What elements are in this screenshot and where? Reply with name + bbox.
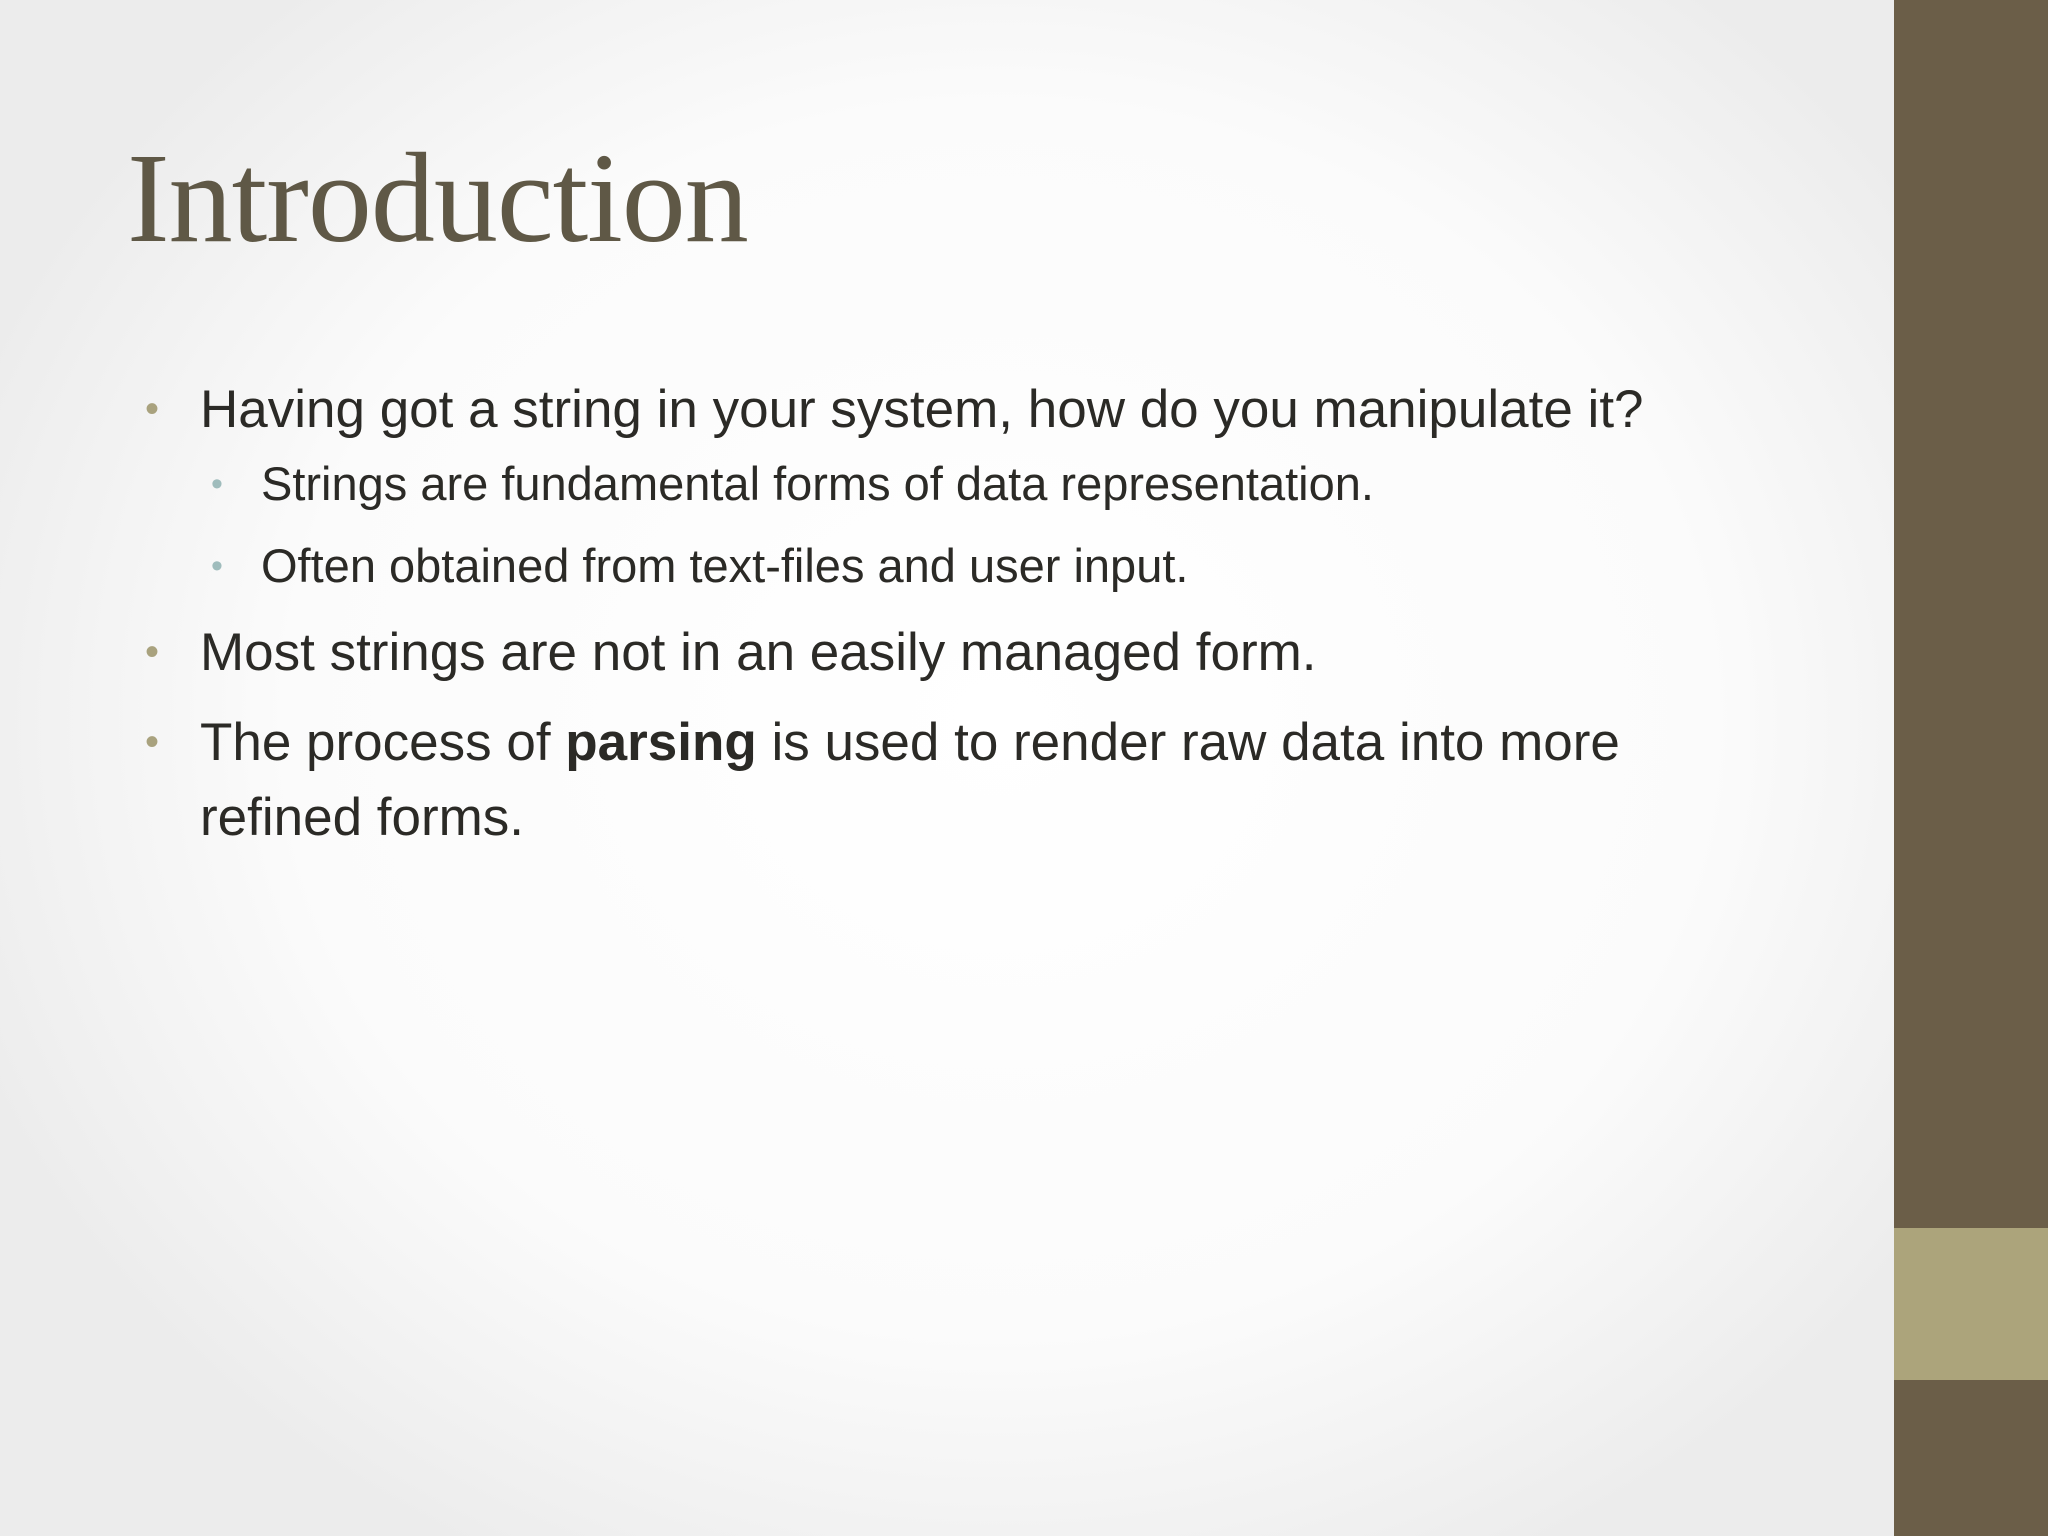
sub-bullet-item	[211, 533, 1785, 599]
bullet-list	[145, 372, 1785, 870]
bullet-item	[145, 615, 1785, 690]
bullet-text	[200, 713, 1620, 847]
side-bar-accent	[1894, 1228, 2048, 1380]
sub-bullet-marker: •	[211, 465, 223, 503]
sub-bullet-marker: •	[211, 547, 223, 585]
bullet-text-bold: parsing	[565, 713, 757, 772]
bullet-text: Having got a string in your system, how do you manipulate it?	[200, 380, 1644, 439]
bullet-marker: •	[145, 630, 160, 674]
bullet-text-after: is used to render raw data into more refined forms.	[200, 713, 1620, 847]
bullet-text: Most strings are not in an easily managed form.	[200, 623, 1317, 682]
sub-bullet-text: Often obtained from text-files and user input.	[261, 539, 1189, 592]
slide-title: Introduction	[127, 127, 748, 269]
bullet-item	[145, 372, 1785, 599]
bullet-item	[145, 705, 1785, 855]
bullet-marker: •	[145, 387, 160, 431]
sub-bullet-item	[211, 451, 1785, 517]
bullet-text-before: The process of	[200, 713, 566, 772]
sub-bullet-list	[200, 451, 1785, 599]
bullet-marker: •	[145, 720, 160, 764]
sub-bullet-text: Strings are fundamental forms of data representation.	[261, 457, 1374, 510]
